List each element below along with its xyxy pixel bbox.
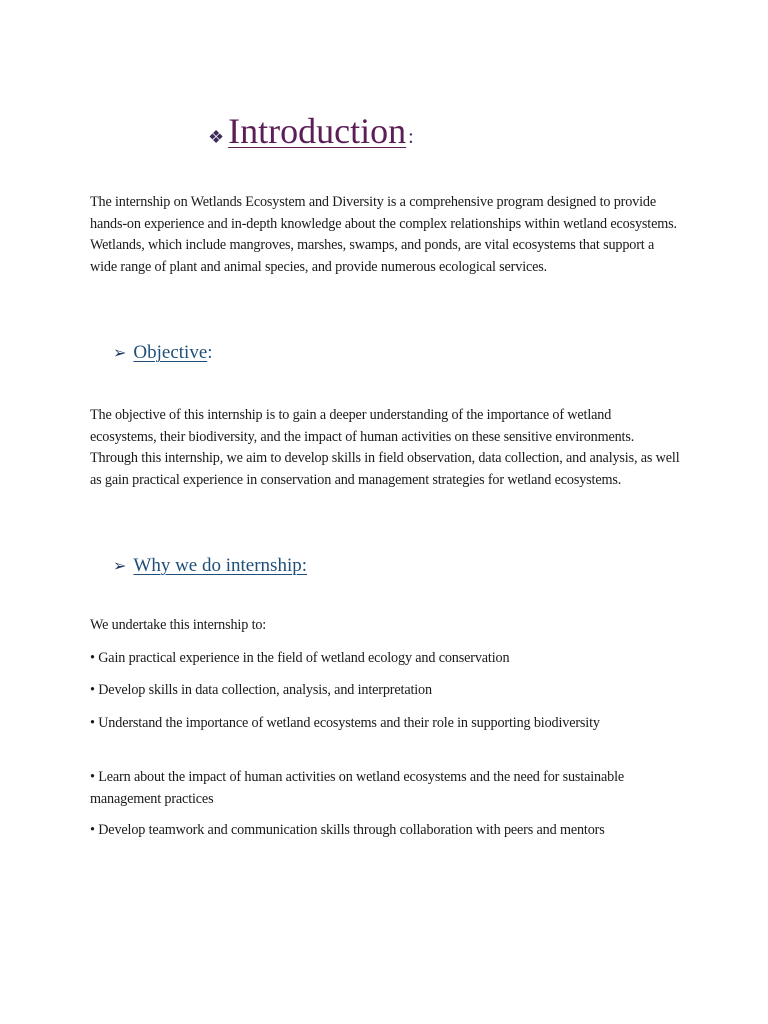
objective-colon: :	[207, 342, 213, 363]
why-title: Why we do internship:	[133, 555, 308, 576]
objective-heading	[113, 342, 213, 364]
introduction-title: Introduction	[228, 111, 407, 151]
objective-paragraph: The objective of this internship is to gain a deeper understanding of the importance of wetland ecosystems, their biodiversity, and the impact of human activities on these sensitive environments. Through this internship, we aim to develop skills in field observation, data collection, and analysis, as well as gain practical experience in conservation and management strategies for wetland ecosystems.	[90, 407, 680, 488]
arrow-bullet-icon: ➢	[113, 556, 127, 575]
introduction-colon: :	[408, 126, 414, 148]
list-item: • Develop skills in data collection, analysis, and interpretation	[90, 682, 432, 698]
objective-title: Objective	[133, 342, 208, 363]
list-item: • Learn about the impact of human activities on wetland ecosystems and the need for sustainable management practices	[90, 769, 625, 807]
list-item: • Gain practical experience in the field of wetland ecology and conservation	[90, 650, 510, 666]
list-item: • Develop teamwork and communication skills through collaboration with peers and mentors	[90, 822, 605, 838]
diamond-bullet-icon: ❖	[208, 127, 225, 147]
why-intro: We undertake this internship to:	[90, 617, 267, 633]
why-heading	[113, 555, 307, 577]
introduction-heading	[208, 110, 414, 152]
list-item: • Understand the importance of wetland ecosystems and their role in supporting biodiversity	[90, 715, 600, 731]
arrow-bullet-icon: ➢	[113, 343, 127, 362]
introduction-paragraph: The internship on Wetlands Ecosystem and Diversity is a comprehensive program designed to provide hands-on experience and in-depth knowledge about the complex relationships within wetland ecosystems. Wetlands, which include mangroves, marshes, swamps, and ponds, are vital ecosystems that support a wide range of plant and animal species, and provide numerous ecological services.	[90, 194, 677, 275]
